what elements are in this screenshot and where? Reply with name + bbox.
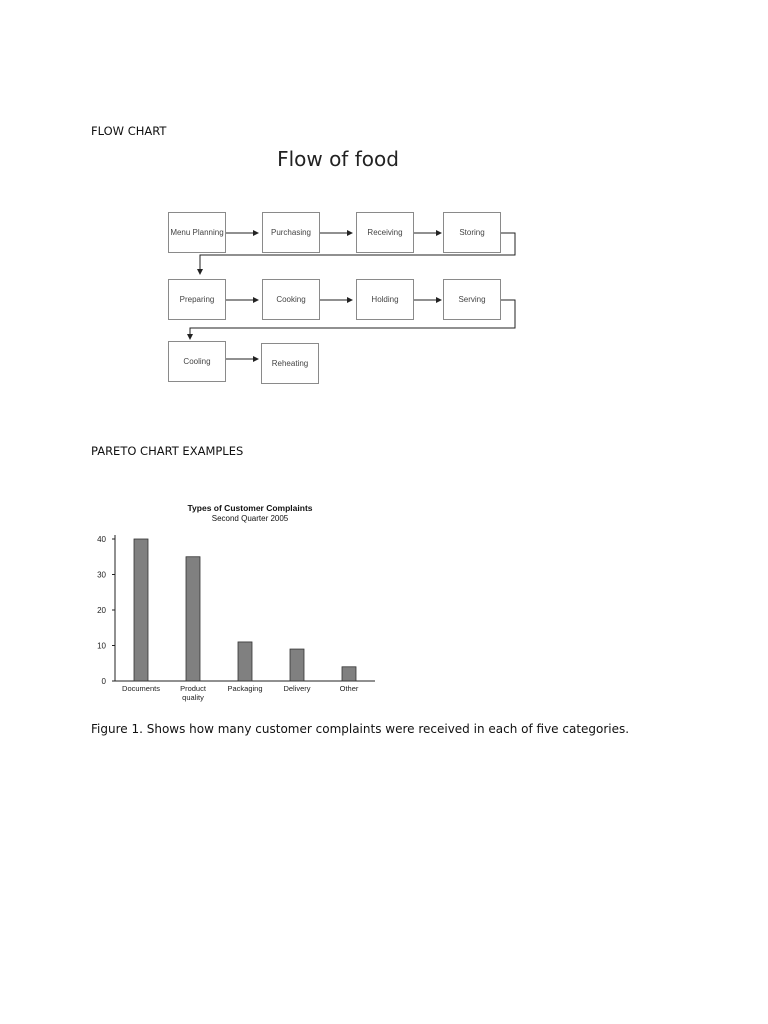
x-tick-label: Packaging (227, 684, 263, 693)
figure-caption: Figure 1. Shows how many customer complaints were received in each of five categories. (91, 722, 630, 736)
flow-step-reheating: Reheating (261, 343, 319, 384)
y-tick-label: 10 (97, 641, 106, 651)
bar-product-quality (186, 557, 200, 681)
pareto-heading: PARETO CHART EXAMPLES (91, 444, 244, 458)
x-tick-label: Product (180, 684, 206, 693)
flow-step-purchasing: Purchasing (262, 212, 320, 253)
flow-step-storing: Storing (443, 212, 501, 253)
chart-title: Types of Customer Complaints (187, 503, 313, 513)
flow-step-holding: Holding (356, 279, 414, 320)
y-tick-label: 0 (101, 677, 106, 686)
flow-diagram-title: Flow of food (277, 147, 399, 171)
x-tick-label: Other (339, 684, 359, 693)
x-tick-label: quality (182, 693, 204, 702)
bar-other (342, 667, 356, 681)
y-tick-label: 30 (97, 570, 106, 580)
bar-documents (134, 539, 148, 681)
chart-plot-area (97, 535, 375, 702)
bar-delivery (290, 649, 304, 681)
pareto-chart (80, 495, 400, 710)
flow-step-receiving: Receiving (356, 212, 414, 253)
flow-step-menu-planning: Menu Planning (168, 212, 226, 253)
chart-subtitle: Second Quarter 2005 (211, 514, 289, 523)
x-tick-label: Documents (122, 684, 160, 693)
flow-step-serving: Serving (443, 279, 501, 320)
flow-step-cooling: Cooling (168, 341, 226, 382)
y-tick-label: 40 (97, 535, 106, 544)
flow-step-preparing: Preparing (168, 279, 226, 320)
flow-connectors (0, 0, 768, 400)
y-tick-label: 20 (97, 606, 106, 615)
flow-step-cooking: Cooking (262, 279, 320, 320)
x-tick-label: Delivery (283, 684, 311, 693)
bar-packaging (238, 642, 252, 681)
flow-chart-heading: FLOW CHART (91, 124, 167, 138)
